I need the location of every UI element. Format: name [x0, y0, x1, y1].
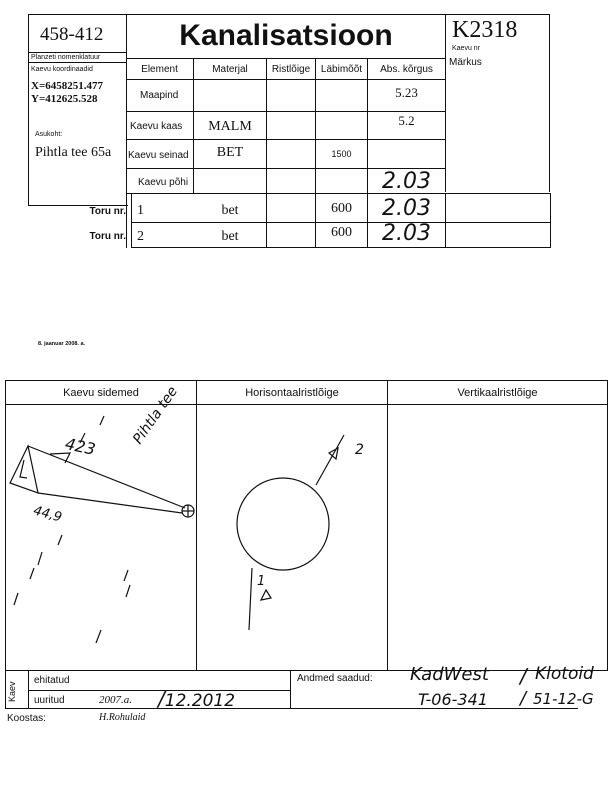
pipe-label: Toru nr. — [89, 231, 126, 242]
pipe-no: 2 — [137, 229, 144, 244]
ref-2: 51-12-G — [533, 690, 594, 708]
address: Pihtla tee 65a — [35, 145, 112, 160]
pipe-label: Toru nr. — [89, 206, 126, 217]
built-label: ehitatud — [34, 675, 70, 686]
nomenclature-label: Planzeti nomenklatuur — [31, 54, 101, 61]
row-height: 5.2 — [398, 113, 415, 128]
well-no-label: Kaevu nr — [452, 45, 481, 52]
page-title: Kanalisatsioon — [179, 19, 393, 52]
data-from-2: Klotoid — [535, 664, 594, 684]
data-from-1: KadWest — [410, 664, 489, 685]
data-from-label: Andmed saadud: — [297, 673, 373, 684]
pipe-no: 1 — [137, 203, 144, 218]
row-element: Maapind — [140, 89, 179, 101]
pipe-height-handwritten: 2.03 — [382, 195, 431, 221]
coord-x: X=6458251.477 — [31, 80, 103, 92]
hand-distance-449: 44,9 — [31, 503, 64, 526]
well-id: K2318 — [452, 17, 518, 43]
hand-pipe-2: 2 — [355, 442, 364, 458]
ref-1: T-06-341 — [418, 690, 488, 709]
author-name: H.Rohulaid — [99, 712, 146, 723]
sheet-code: 458-412 — [40, 24, 104, 45]
row-element: Kaevu seinad — [128, 149, 189, 161]
connections-sketch — [0, 405, 196, 670]
surveyed-year: 2007.a. — [99, 694, 132, 706]
pipe-diameter: 600 — [331, 201, 352, 216]
notes-label: Märkus — [449, 57, 482, 68]
data-from-separator: / — [520, 664, 527, 688]
panel-title-horizontal: Horisontaalristlõige — [245, 386, 339, 399]
panel-title-connections: Kaevu sidemed — [63, 386, 139, 399]
pipe-height-handwritten: 2.03 — [382, 220, 431, 246]
ref-separator: / — [520, 688, 527, 709]
surveyed-label: uuritud — [34, 695, 65, 706]
col-material: Materjal — [212, 63, 248, 75]
row-diameter: 1500 — [331, 149, 352, 159]
col-abs-height: Abs. kõrgus — [380, 63, 433, 75]
pipe-material: bet — [221, 203, 239, 218]
pipe-diameter: 600 — [331, 225, 352, 240]
pipe-material: bet — [221, 229, 239, 244]
row-material: BET — [216, 145, 244, 160]
surveyed-new-date: /12.2012 — [158, 687, 236, 711]
row-height: 5.23 — [395, 85, 418, 100]
col-diameter: Läbimõõt — [320, 63, 363, 75]
date-note: 8. jaanuar 2008. a. — [38, 341, 86, 347]
coords-label: Kaevu koordinaadid — [31, 66, 93, 73]
hand-distance-423: 423 — [63, 434, 98, 459]
row-element: Kaevu põhi — [138, 176, 189, 188]
row-height-handwritten: 2.03 — [382, 168, 431, 194]
address-label: Asukoht: — [35, 131, 63, 138]
col-cross-section: Ristlõige — [271, 63, 311, 75]
row-material: MALM — [208, 119, 252, 134]
row-element: Kaevu kaas — [130, 120, 183, 132]
author-label: Koostas: — [7, 713, 46, 724]
hand-street-name: Pihtla tee — [130, 383, 182, 448]
hand-pipe-1: 1 — [257, 574, 266, 589]
col-element: Element — [141, 63, 178, 75]
side-label: Kaev — [7, 681, 17, 702]
coord-y: Y=412625.528 — [31, 93, 98, 105]
panel-title-vertical: Vertikaalristlõige — [457, 386, 538, 399]
